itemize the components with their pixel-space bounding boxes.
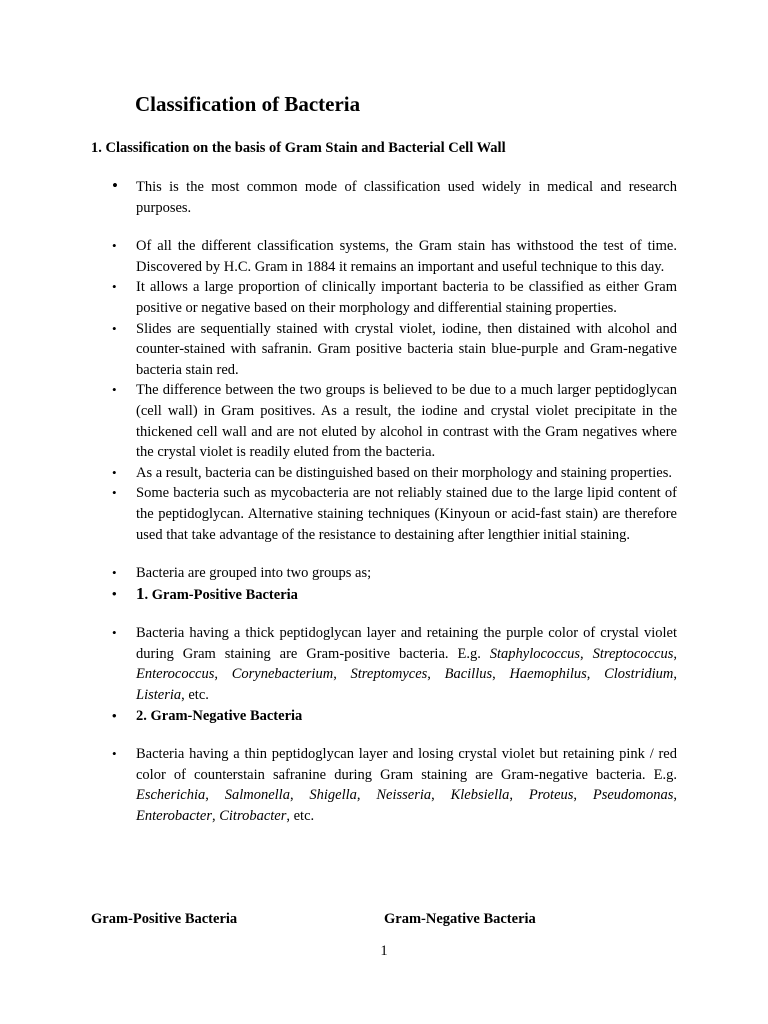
bacteria-name: Enterobacter	[136, 808, 212, 825]
list-item: • This is the most common mode of classification used widely in medical and research purposes.	[136, 177, 677, 218]
table-header-gram-positive: Gram-Positive Bacteria	[91, 911, 238, 927]
heading-number: 1	[136, 583, 145, 603]
bacteria-name: Klebsiella	[450, 787, 510, 804]
description-text: Bacteria having a thick peptidoglycan layer and retaining the purple color of crystal violet during Gram staining are Gram-positive bacteria. E.g.	[136, 625, 677, 662]
list-item: • Slides are sequentially stained with crystal violet, iodine, then distained with alcohol and counter-stained with safranin. Gram positive bacteria stain blue-purple and Gram-negative bacteria stain red.	[136, 319, 677, 381]
bacteria-name: Escherichia	[136, 787, 206, 804]
gram-negative-heading: • 2. Gram-Negative Bacteria	[136, 706, 677, 727]
list-item: • It allows a large proportion of clinically important bacteria to be classified as either Gram positive or negative based on their morphology and differential staining properties.	[136, 277, 677, 318]
bacteria-name: Citrobacter	[219, 808, 287, 825]
example-list: Staphylococcus, Streptococcus, Enterococcus, Corynebacterium, Streptomyces, Bacillus, Haemophilus, Clostridium, Listeria	[136, 645, 678, 704]
list-item: • Some bacteria such as mycobacteria are not reliably stained due to the large lipid content of the peptidoglycan. Alternative staining techniques (Kinyoun or acid-fast stain) are therefore used that take advantage of the resistance to destaining after lengthier initial staining.	[136, 483, 677, 545]
example-list: Escherichia, Salmonella, Shigella, Neisseria, Klebsiella, Proteus, Pseudomonas, Enterobacter, Citrobacter	[136, 787, 678, 825]
bacteria-name: Staphylococcus	[489, 645, 580, 662]
bacteria-name: Shigella	[309, 787, 357, 804]
bacteria-name: Clostridium	[604, 666, 674, 683]
table-header-gram-negative: Gram-Negative Bacteria	[384, 911, 536, 927]
bacteria-name: Salmonella	[224, 787, 290, 804]
bullet-list	[0, 177, 768, 827]
bacteria-name: Pseudomonas	[592, 787, 674, 804]
description-text: Bacteria having a thin peptidoglycan layer and losing crystal violet but retaining pink / red color of counterstain safranine during Gram staining are Gram-negative bacteria. E.g.	[136, 746, 677, 783]
bacteria-name: Neisseria	[376, 787, 432, 804]
description-ending: , etc.	[181, 687, 209, 704]
section-heading: 1. Classification on the basis of Gram Stain and Bacterial Cell Wall	[91, 140, 506, 156]
heading-text: . Gram-Positive Bacteria	[144, 586, 298, 603]
list-item: • Of all the different classification systems, the Gram stain has withstood the test of time. Discovered by H.C. Gram in 1884 it remains an important and useful technique to this day.	[136, 236, 677, 277]
gram-positive-heading	[136, 584, 677, 606]
bacteria-name: Streptomyces	[350, 666, 428, 683]
bacteria-name: Bacillus	[444, 666, 493, 683]
gram-negative-description	[136, 744, 677, 826]
bacteria-name: Streptococcus	[592, 645, 674, 662]
bacteria-name: Listeria	[136, 687, 182, 704]
list-item: • The difference between the two groups is believed to be due to a much larger peptidoglycan (cell wall) in Gram positives. As a result, the iodine and crystal violet precipitate in the thickened cell wall and are not eluted by alcohol in contrast with the Gram negatives where the crystal violet is readily eluted from the bacteria.	[136, 380, 677, 462]
page-number: 1	[380, 943, 388, 959]
bacteria-name: Haemophilus	[509, 666, 587, 683]
bacteria-name: Proteus	[528, 787, 574, 804]
bacteria-name: Enterococcus	[136, 666, 215, 683]
list-item: • As a result, bacteria can be distinguished based on their morphology and staining properties.	[136, 463, 677, 484]
list-item: • Bacteria are grouped into two groups as;	[136, 563, 677, 584]
description-ending: , etc.	[286, 808, 315, 825]
gram-positive-description	[136, 623, 677, 705]
document-title: Classification of Bacteria	[135, 92, 361, 116]
bacteria-name: Corynebacterium	[231, 666, 334, 683]
